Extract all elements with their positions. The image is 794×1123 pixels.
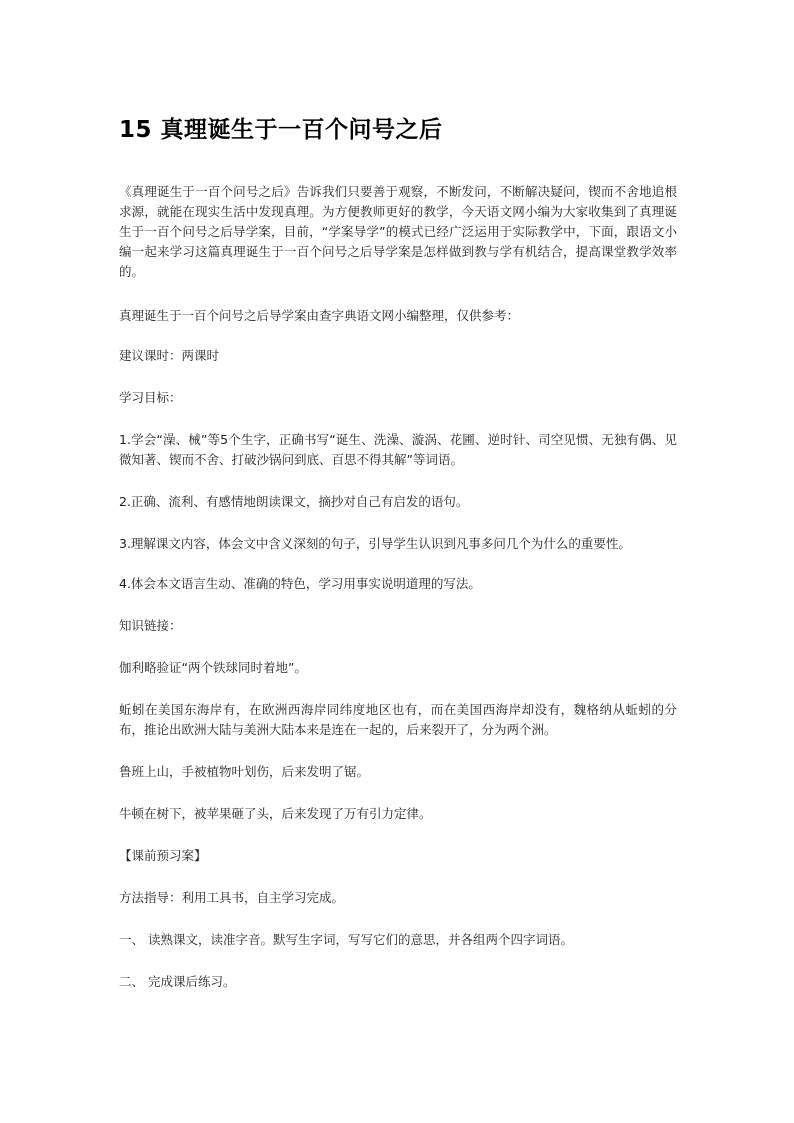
learning-goals-heading: 学习目标： bbox=[119, 390, 182, 405]
intro-paragraph: 《真理诞生于一百个问号之后》告诉我们只要善于观察，不断发问，不断解决疑问，锲而不舍地追根求源，就能在现实生活中发现真理。为方便教师更好的教学，今天语文网小编为大家收集到了真理诞生于一百个问号之后导学案，目前，“学案导学”的模式已经广泛运用于实际教学中，下面，跟语文小编一起来学习这篇真理诞生于一百个问号之后导学案是怎样做到教与学有机结合，提高课堂教学效率的。 bbox=[119, 184, 677, 279]
learning-goal-1: 1.学会“澡、械”等5个生字，正确书写“诞生、洗澡、漩涡、花圃、逆时针、司空见惯、无独有偶、见微知著、锲而不舍、打破沙锅问到底、百思不得其解”等词语。 bbox=[119, 432, 677, 467]
document-title: 15 真理诞生于一百个问号之后 bbox=[119, 117, 443, 143]
knowledge-item-earthworm: 蚯蚓在美国东海岸有，在欧洲西海岸同纬度地区也有，而在美国西海岸却没有，魏格纳从蚯蚓的分布，推论出欧洲大陆与美洲大陆本来是连在一起的，后来裂开了，分为两个洲。 bbox=[119, 702, 677, 737]
preview-section-heading: 【课前预习案】 bbox=[119, 848, 207, 863]
knowledge-links-heading: 知识链接： bbox=[119, 618, 182, 633]
knowledge-item-luban: 鲁班上山，手被植物叶划伤，后来发明了锯。 bbox=[119, 764, 370, 779]
method-guidance: 方法指导：利用工具书，自主学习完成。 bbox=[119, 890, 345, 905]
suggested-periods: 建议课时：两课时 bbox=[119, 348, 220, 363]
task-two: 二、 完成课后练习。 bbox=[119, 974, 236, 989]
knowledge-item-newton: 牛顿在树下，被苹果砸了头，后来发现了万有引力定律。 bbox=[119, 806, 432, 821]
knowledge-item-galileo: 伽利略验证“两个铁球同时着地”。 bbox=[119, 660, 307, 675]
learning-goal-3: 3.理解课文内容，体会文中含义深刻的句子，引导学生认识到凡事多问几个为什么的重要性。 bbox=[119, 536, 631, 551]
source-note: 真理诞生于一百个问号之后导学案由查字典语文网小编整理，仅供参考： bbox=[119, 308, 520, 323]
learning-goal-2: 2.正确、流利、有感情地朗读课文，摘抄对自己有启发的语句。 bbox=[119, 494, 469, 509]
task-one: 一、 读熟课文，读准字音。默写生字词，写写它们的意思，并各组两个四字词语。 bbox=[119, 932, 573, 947]
learning-goal-4: 4.体会本文语言生动、准确的特色，学习用事实说明道理的写法。 bbox=[119, 576, 481, 591]
